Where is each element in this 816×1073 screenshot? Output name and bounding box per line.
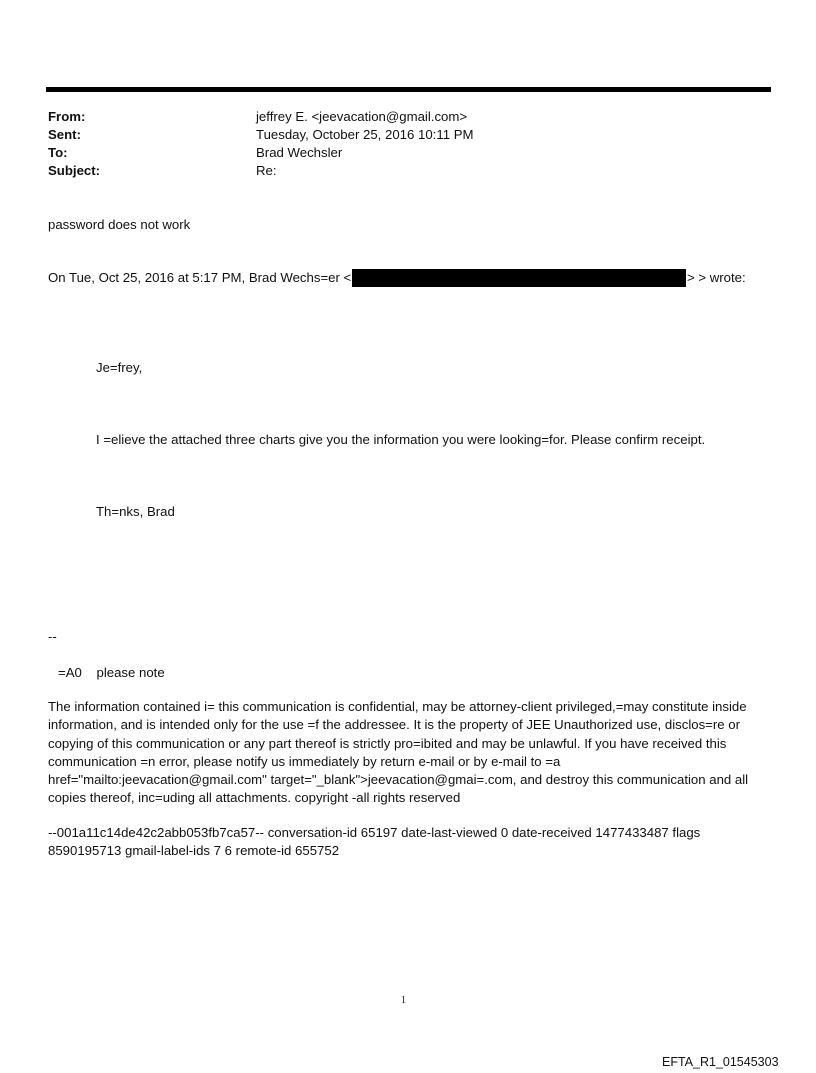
- page-number: 1: [401, 995, 406, 1006]
- redaction-box: [352, 269, 686, 287]
- signature-separator: --: [48, 629, 57, 644]
- sent-label: Sent:: [48, 127, 81, 142]
- reply-text: password does not work: [48, 217, 191, 232]
- sent-value: Tuesday, October 25, 2016 10:11 PM: [256, 127, 474, 142]
- quote-prefix: On Tue, Oct 25, 2016 at 5:17 PM, Brad Wechs=er <: [48, 270, 352, 285]
- header-rule: [46, 87, 771, 92]
- signoff: Th=nks, Brad: [96, 504, 175, 519]
- please-note: =A0 please note: [58, 665, 165, 680]
- disclaimer-paragraph: The information contained i= this communication is confidential, may be attorney-client privileged,=may constitute inside information, and is intended only for the use =f the addressee. It is the property of JEE Unauthorized use, disclos=re or copying of this communication or any part thereof is strictly pro=ibited and may be unlawful. If you have received this communication =n error, please notify us immediately by return e-mail or by e-mail to =a href="mailto:jeevacation@gmail.com" target="_blank">jeevacation@gmai=.com, and destroy this communication and all copies thereof, inc=uding all attachments. copyright -all rights reserved: [48, 699, 749, 806]
- quote-suffix: > > wrote:: [687, 270, 746, 285]
- subject-label: Subject:: [48, 163, 101, 178]
- metadata-paragraph: --001a11c14de42c2abb053fb7ca57-- conversation-id 65197 date-last-viewed 0 date-received 1477433487 flags 8590195713 gmail-label-ids 7 6 remote-id 655752: [48, 825, 701, 859]
- to-label: To:: [48, 145, 68, 160]
- bates-number: EFTA_R1_01545303: [662, 1055, 779, 1069]
- from-label: From:: [48, 109, 86, 124]
- to-value: Brad Wechsler: [256, 145, 343, 160]
- from-value: jeffrey E. <jeevacation@gmail.com>: [256, 109, 468, 124]
- greeting: Je=frey,: [96, 360, 143, 375]
- subject-value: Re:: [256, 163, 277, 178]
- message-text: I =elieve the attached three charts give you the information you were looking=for. Please confirm receipt.: [96, 432, 706, 447]
